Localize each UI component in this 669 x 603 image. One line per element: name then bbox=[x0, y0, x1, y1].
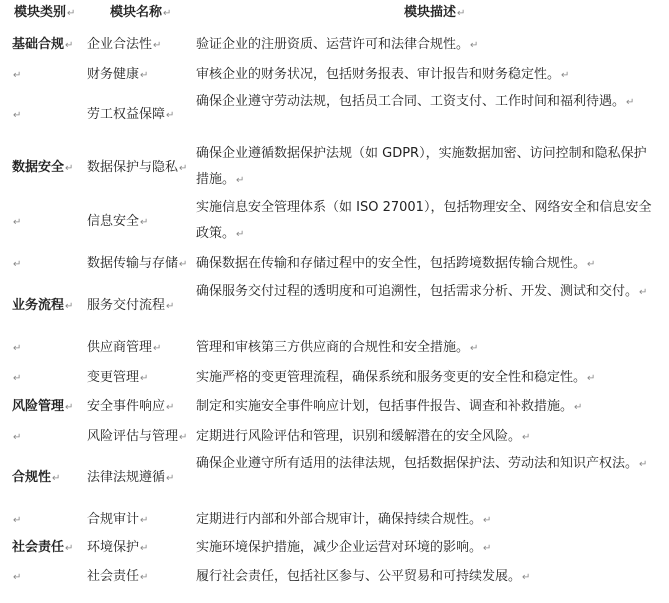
module-desc-cell: 实施严格的变更管理流程，确保系统和服务变更的安全性和稳定性。↵ bbox=[196, 370, 596, 385]
module-desc-cell: 履行社会责任，包括社区参与、公平贸易和可持续发展。↵ bbox=[196, 569, 531, 584]
table-row bbox=[0, 363, 669, 392]
table-header bbox=[0, 0, 669, 30]
category-cell: ↵ bbox=[13, 572, 22, 583]
category-cell: 数据安全↵ bbox=[12, 160, 74, 175]
module-name-cell: 数据保护与隐私↵ bbox=[87, 160, 188, 175]
table-row bbox=[0, 279, 669, 333]
module-desc-cell: 定期进行风险评估和管理，识别和缓解潜在的安全风险。↵ bbox=[196, 429, 531, 444]
category-cell: ↵ bbox=[13, 373, 22, 384]
module-desc-cell: 实施环境保护措施，减少企业运营对环境的影响。↵ bbox=[196, 540, 492, 555]
module-desc-cell: 确保数据在传输和存储过程中的安全性，包括跨境数据传输合规性。↵ bbox=[196, 256, 596, 271]
module-name-cell: 法律法规遵循↵ bbox=[87, 470, 175, 485]
category-cell: 基础合规↵ bbox=[12, 37, 74, 52]
module-desc-cell: 审核企业的财务状况，包括财务报表、审计报告和财务稳定性。↵ bbox=[196, 67, 570, 82]
category-cell: ↵ bbox=[13, 217, 22, 228]
module-name-cell: 服务交付流程↵ bbox=[87, 298, 175, 313]
table-row bbox=[0, 392, 669, 422]
category-cell: ↵ bbox=[13, 432, 22, 443]
module-desc-cell: 制定和实施安全事件响应计划，包括事件报告、调查和补救措施。↵ bbox=[196, 399, 583, 414]
module-name-cell: 变更管理↵ bbox=[87, 370, 149, 385]
category-cell: ↵ bbox=[13, 515, 22, 526]
module-desc-cell: 确保企业遵循数据保护法规（如 GDPR），实施数据加密、访问控制和隐私保护措施。↵ bbox=[196, 146, 647, 187]
category-cell: 合规性↵ bbox=[12, 470, 61, 485]
module-name-cell: 劳工权益保障↵ bbox=[87, 107, 175, 122]
module-desc-cell: 实施信息安全管理体系（如 ISO 27001），包括物理安全、网络安全和信息安全政策。↵ bbox=[196, 200, 652, 241]
module-name-cell: 环境保护↵ bbox=[87, 540, 149, 555]
category-cell: ↵ bbox=[13, 70, 22, 81]
category-cell: 业务流程↵ bbox=[12, 298, 74, 313]
module-desc-cell: 确保企业遵守劳动法规，包括员工合同、工资支付、工作时间和福利待遇。↵ bbox=[196, 94, 635, 109]
table-row bbox=[0, 333, 669, 363]
module-name-cell: 企业合法性↵ bbox=[87, 37, 162, 52]
header-category: 模块类别↵ bbox=[14, 5, 76, 20]
module-name-cell: 风险评估与管理↵ bbox=[87, 429, 188, 444]
module-name-cell: 数据传输与存储↵ bbox=[87, 256, 188, 271]
module-desc-cell: 定期进行内部和外部合规审计，确保持续合规性。↵ bbox=[196, 512, 492, 527]
table-row bbox=[0, 195, 669, 249]
module-name-cell: 社会责任↵ bbox=[87, 569, 149, 584]
table-row bbox=[0, 249, 669, 279]
module-name-cell: 信息安全↵ bbox=[87, 214, 149, 229]
table-row bbox=[0, 141, 669, 195]
table-row bbox=[0, 562, 669, 592]
table-row bbox=[0, 30, 669, 60]
table-row bbox=[0, 451, 669, 505]
table-row bbox=[0, 422, 669, 451]
module-name-cell: 安全事件响应↵ bbox=[87, 399, 175, 414]
category-cell: 社会责任↵ bbox=[12, 540, 74, 555]
category-cell: 风险管理↵ bbox=[12, 399, 74, 414]
module-name-cell: 财务健康↵ bbox=[87, 67, 149, 82]
category-cell: ↵ bbox=[13, 259, 22, 270]
table-row bbox=[0, 89, 669, 141]
header-desc: 模块描述↵ bbox=[404, 5, 466, 20]
module-desc-cell: 确保服务交付过程的透明度和可追溯性，包括需求分析、开发、测试和交付。↵ bbox=[196, 284, 648, 299]
table-row bbox=[0, 60, 669, 89]
module-desc-cell: 验证企业的注册资质、运营许可和法律合规性。↵ bbox=[196, 37, 479, 52]
category-cell: ↵ bbox=[13, 343, 22, 354]
table-row bbox=[0, 533, 669, 562]
module-desc-cell: 管理和审核第三方供应商的合规性和安全措施。↵ bbox=[196, 340, 479, 355]
header-name: 模块名称↵ bbox=[110, 5, 172, 20]
module-name-cell: 供应商管理↵ bbox=[87, 340, 162, 355]
module-desc-cell: 确保企业遵守所有适用的法律法规，包括数据保护法、劳动法和知识产权法。↵ bbox=[196, 456, 648, 471]
module-name-cell: 合规审计↵ bbox=[87, 512, 149, 527]
table-row bbox=[0, 505, 669, 533]
category-cell: ↵ bbox=[13, 110, 22, 121]
